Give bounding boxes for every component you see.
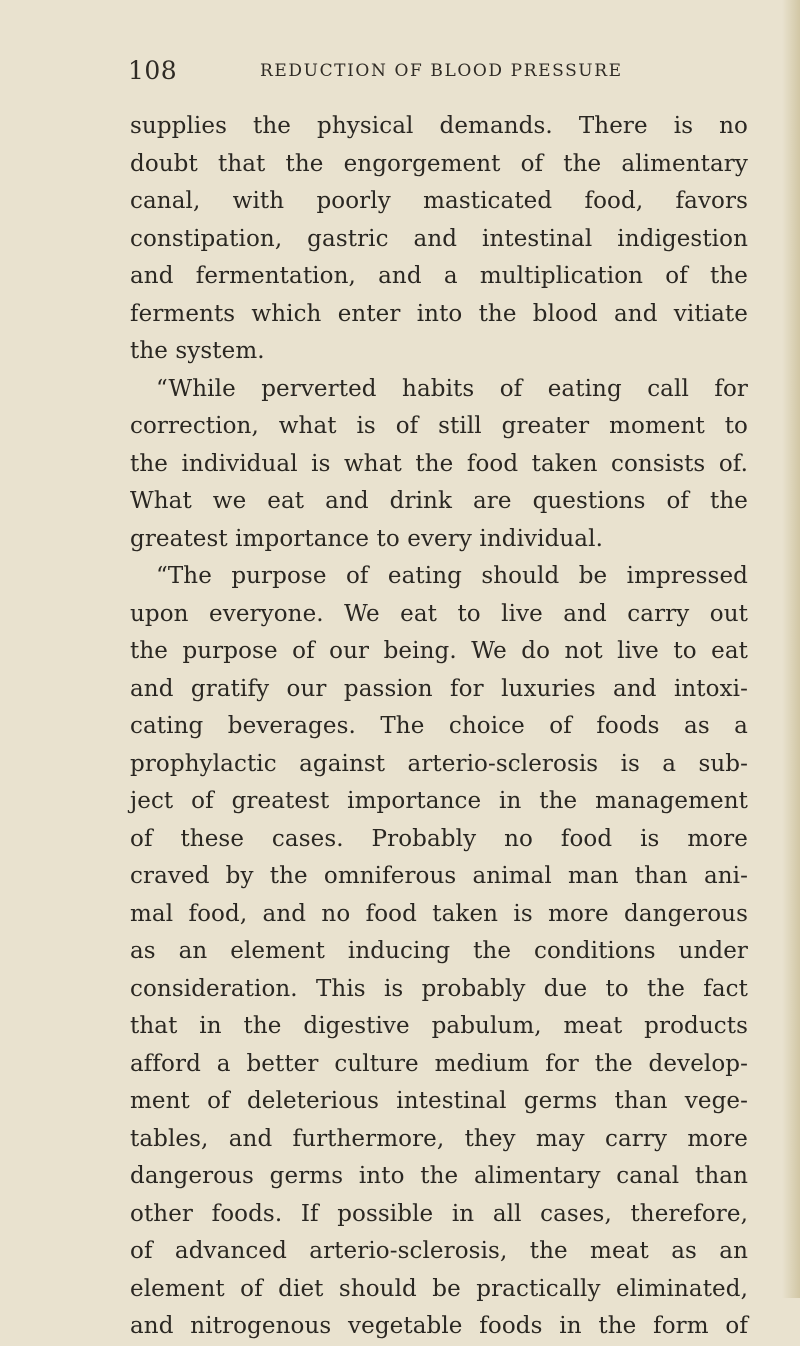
text-line: “While perverted habits of eating call for bbox=[156, 375, 748, 402]
text-line: the individual is what the food taken consists of. bbox=[130, 450, 748, 477]
text-line: constipation, gastric and intestinal indigestion bbox=[130, 225, 748, 252]
text-line: of advanced arterio-sclerosis, the meat as an bbox=[130, 1238, 748, 1264]
text-line: prophylactic against arterio-sclerosis is a sub- bbox=[130, 750, 748, 777]
text-line: the system. bbox=[130, 338, 265, 364]
text-line: and nitrogenous vegetable foods in the form of bbox=[130, 1313, 748, 1339]
text-line: cating beverages. The choice of foods as a bbox=[130, 713, 748, 739]
text-line: mal food, and no food taken is more dangerous bbox=[130, 900, 748, 927]
text-line: that in the digestive pabulum, meat products bbox=[130, 1013, 748, 1039]
page-header bbox=[128, 56, 768, 86]
body-text bbox=[130, 108, 748, 1346]
text-line: other foods. If possible in all cases, therefore, bbox=[130, 1200, 748, 1227]
paragraph bbox=[130, 371, 748, 559]
text-line: of these cases. Probably no food is more bbox=[130, 825, 748, 852]
text-line: the purpose of our being. We do not live to eat bbox=[130, 638, 748, 664]
text-line: and gratify our passion for luxuries and intoxi- bbox=[130, 675, 748, 702]
text-line: as an element inducing the conditions under bbox=[130, 938, 748, 964]
text-line: ject of greatest importance in the management bbox=[130, 788, 748, 814]
text-line: and fermentation, and a multiplication of the bbox=[130, 263, 748, 289]
text-line: dangerous germs into the alimentary canal than bbox=[130, 1163, 748, 1189]
text-line: What we eat and drink are questions of the bbox=[130, 488, 748, 514]
text-line: ment of deleterious intestinal germs than vege- bbox=[130, 1088, 748, 1114]
text-line: correction, what is of still greater moment to bbox=[130, 413, 748, 439]
text-line: “The purpose of eating should be impressed bbox=[156, 563, 748, 589]
text-line: supplies the physical demands. There is no bbox=[130, 113, 748, 139]
text-line: afford a better culture medium for the develop- bbox=[130, 1050, 748, 1077]
page-number: 108 bbox=[128, 56, 178, 85]
text-line: element of diet should be practically eliminated, bbox=[130, 1275, 748, 1302]
paragraph bbox=[130, 108, 748, 371]
text-line: canal, with poorly masticated food, favors bbox=[130, 188, 748, 214]
text-line: consideration. This is probably due to the fact bbox=[130, 975, 748, 1002]
page-edge-shadow bbox=[782, 0, 800, 1298]
text-line: doubt that the engorgement of the alimentary bbox=[130, 150, 748, 177]
text-line: craved by the omniferous animal man than ani- bbox=[130, 863, 748, 889]
text-line: tables, and furthermore, they may carry more bbox=[130, 1125, 748, 1152]
paragraph bbox=[130, 558, 748, 1346]
text-line: upon everyone. We eat to live and carry out bbox=[130, 600, 748, 627]
text-line: ferments which enter into the blood and vitiate bbox=[130, 300, 748, 327]
running-head: REDUCTION OF BLOOD PRESSURE bbox=[260, 61, 623, 81]
text-line: greatest importance to every individual. bbox=[130, 525, 603, 552]
